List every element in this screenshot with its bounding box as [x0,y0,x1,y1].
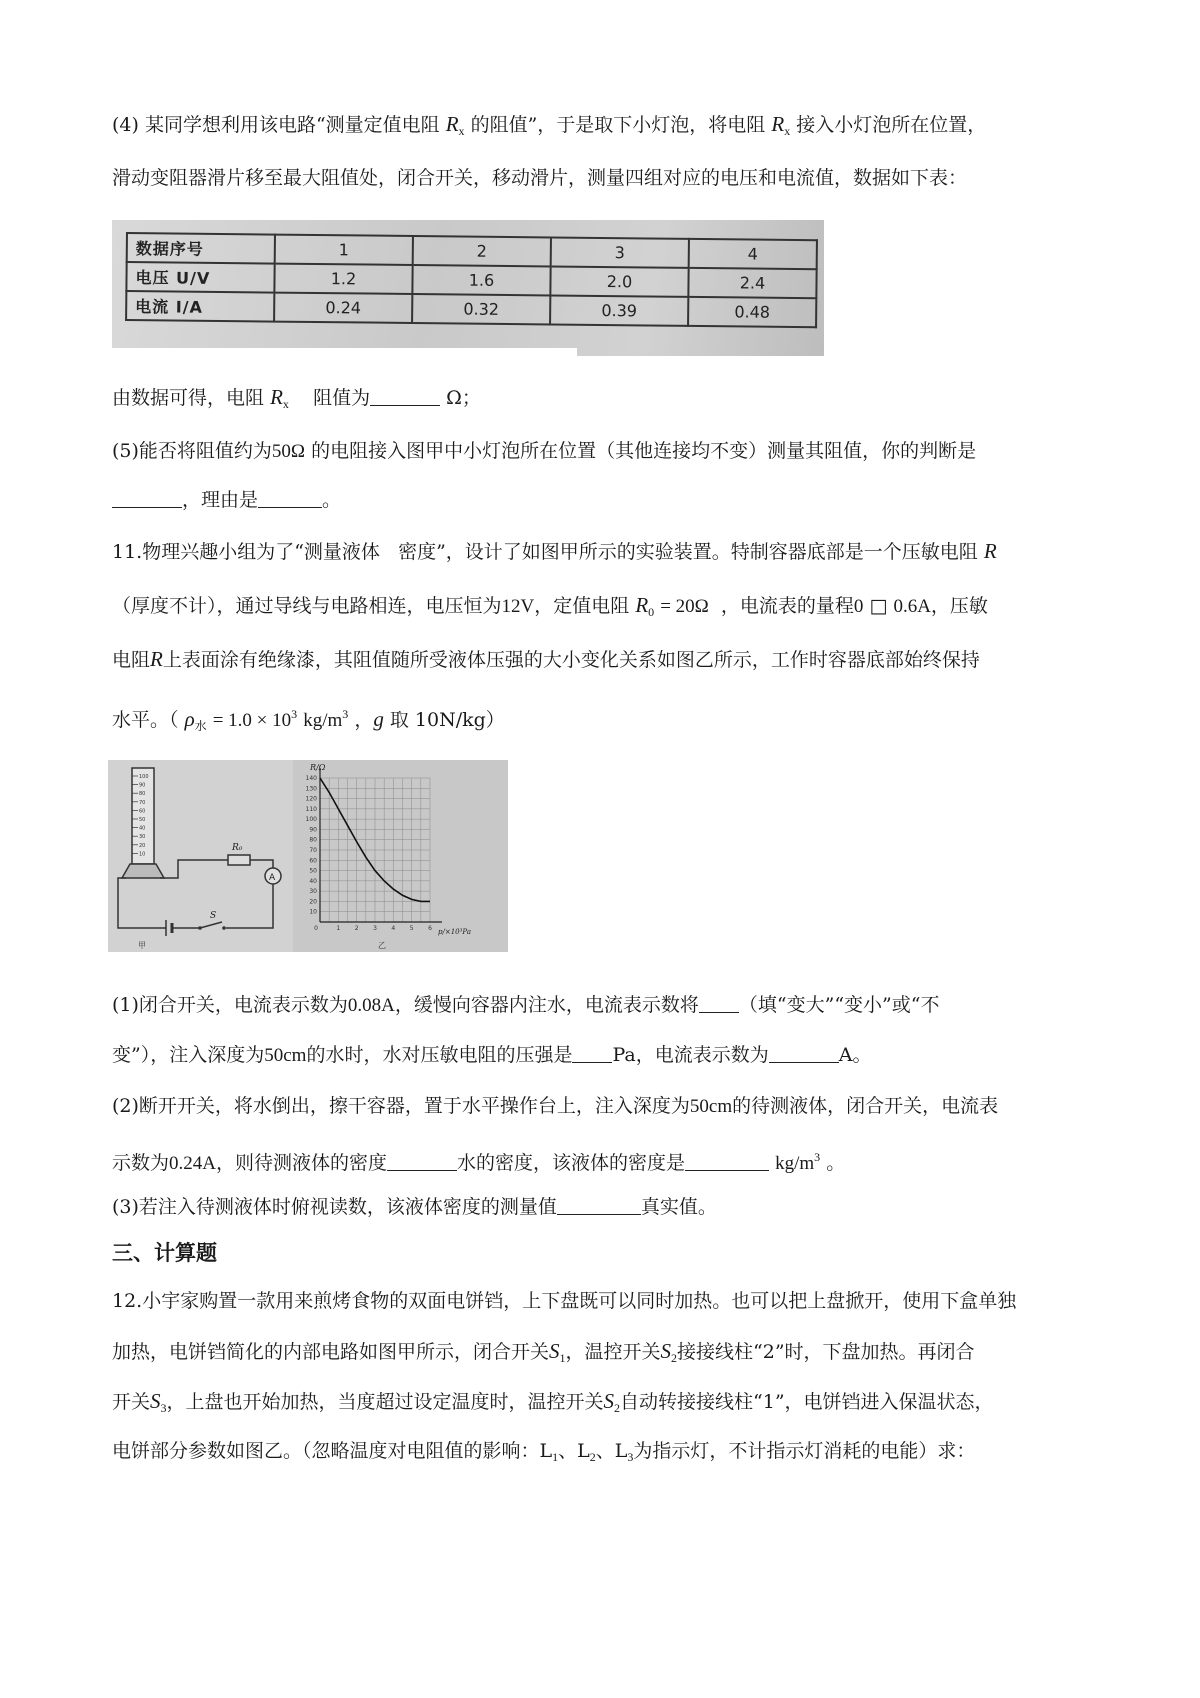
data-table-photo [112,220,824,356]
scale-tick-label: 100 [139,774,149,780]
q11-sub2-line2: 示数为0.24A，则待测液体的密度 水的密度，该液体的密度是 $kg/m^3$ 。 [112,1150,846,1174]
answer-blank[interactable] [685,1152,769,1171]
y-tick-label: 70 [309,847,317,854]
scale-tick-label: 50 [139,817,146,823]
answer-blank[interactable] [572,1044,612,1063]
q10-result-line: 由数据可得，电阻 $R_x$ 阻值为 Ω； [112,385,481,411]
answer-blank[interactable] [557,1196,641,1215]
y-tick-label: 80 [309,836,317,844]
y-tick-label: 60 [309,857,317,865]
ammeter-label: A [269,873,276,883]
photo-torn-edge [112,348,577,356]
y-tick-label: 120 [305,795,317,803]
y-tick-label: 110 [305,805,317,813]
answer-blank[interactable] [112,489,182,508]
answer-blank[interactable] [699,994,739,1013]
table-row [126,291,816,327]
section-heading: 三、计算题 [112,1241,217,1265]
q12-line3: 开关$S_3$，上盘也开始加热，当度超过设定温度时，温控开关$S_2$自动转接接线柱“1”，电饼铛进入保温状态， [112,1389,994,1415]
resistor-r0-icon [228,855,250,865]
table-cell: 3 [551,237,689,267]
scale-tick-label: 80 [139,791,146,798]
circuit-and-graph-figure [108,760,508,952]
table-cell: 2.4 [688,268,816,298]
q11-line2: （厚度不计），通过导线与电路相连，电压恒为12V，定值电阻 $R_0 = 20\Omega$ ，电流表的量程0 □ 0.6A，压敏 [112,593,988,619]
y-tick-label: 130 [305,785,317,793]
x-tick-label: 0 [314,925,318,932]
x-tick-label: 3 [373,925,377,932]
y-tick-label: 140 [305,775,317,782]
y-tick-label: 90 [309,826,317,834]
y-tick-label: 30 [309,888,317,896]
scale-tick-label: 30 [139,834,146,841]
table-cell: 2.0 [550,266,688,296]
switch-label: S [210,911,217,921]
x-tick-label: 1 [336,925,341,932]
y-tick-label: 20 [309,898,317,906]
figure-label-yi: 乙 [378,941,386,950]
scale-tick-label: 90 [139,782,146,789]
table-header-index: 数据序号 [127,233,275,264]
table-header-current: 电流 I/A [126,291,274,322]
x-tick-label: 2 [354,925,359,932]
q12-line4: 电饼部分参数如图乙。（忽略温度对电阻值的影响：$L_1$、$L_2$、$L_3$为指示灯，不计指示灯消耗的电能）求： [112,1440,976,1464]
q12-line1: 12.小宇家购置一款用来煎烤食物的双面电饼铛，上下盘既可以同时加热。也可以把上盘掀开，使用下盒单独 [112,1290,1017,1312]
data-table [125,232,818,328]
q10-part5-line2: ，理由是 。 [112,488,341,512]
q10-part4-line2: 滑动变阻器滑片移至最大阻值处，闭合开关，移动滑片，测量四组对应的电压和电流值，数据如下表： [112,167,968,189]
x-axis-label: p/×10³Pa [438,928,471,936]
y-tick-label: 100 [305,816,317,824]
q10-part4-line1: (4) 某同学想利用该电路“测量定值电阻 $R_x$ 的阻值”，于是取下小灯泡，将电阻 $R_x$ 接入小灯泡所在位置， [112,112,987,138]
x-tick-label: 6 [428,925,432,932]
q11-sub1-line1: (1)闭合开关，电流表示数为0.08A，缓慢向容器内注水，电流表示数将 （填“变大”“变小”或“不 [112,994,940,1016]
q11-sub2-line1: (2)断开开关，将水倒出，擦干容器，置于水平操作台上，注入深度为50cm的待测液体，闭合开关，电流表 [112,1095,999,1117]
x-tick-label: 5 [409,925,414,932]
figure-label-jia: 甲 [138,941,146,950]
y-tick-label: 40 [309,877,317,885]
table-cell: 0.24 [274,293,412,323]
scale-tick-label: 10 [139,851,146,858]
q12-line2: 加热，电饼铛简化的内部电路如图甲所示，闭合开关$S_1$，温控开关$S_2$接接线柱“2”时，下盘加热。再闭合 [112,1339,975,1365]
q10-part5-line1: (5)能否将阻值约为50Ω 的电阻接入图甲中小灯泡所在位置（其他连接均不变）测量其阻值，你的判断是 [112,440,977,462]
table-cell: 1.6 [412,265,550,295]
y-axis-label: R/Ω [310,763,326,772]
y-tick-label: 50 [309,867,317,875]
answer-blank[interactable] [387,1152,457,1171]
x-tick-label: 4 [391,925,396,932]
answer-blank[interactable] [370,387,440,406]
scale-tick-label: 70 [139,799,146,806]
scale-tick-label: 20 [139,842,146,849]
table-cell: 0.32 [412,294,550,324]
figure-svg [108,760,508,952]
q11-sub3-line: (3)若注入待测液体时俯视读数，该液体密度的测量值 真实值。 [112,1196,717,1218]
table-cell: 2 [413,236,551,266]
table-cell: 1 [275,235,413,265]
q11-sub1-line2: 变”），注入深度为50cm的水时，水对压敏电阻的压强是 Pa，电流表示数为 A。 [112,1044,872,1066]
scale-tick-label: 60 [139,808,146,815]
y-tick-label: 10 [309,908,317,916]
pressure-sensor-base [122,864,164,878]
q11-line1: 11.物理兴趣小组为了“测量液体 密度”，设计了如图甲所示的实验装置。特制容器底部是一个压敏电阻 R [112,539,997,563]
resistor-label: R₀ [232,843,243,853]
table-cell: 0.39 [550,295,688,325]
table-cell: 4 [689,239,817,269]
table-header-voltage: 电压 U/V [126,262,274,293]
answer-blank[interactable] [769,1044,839,1063]
missing-glyph: □ [869,595,888,617]
q11-line4: 水平。（ $\rho_水 = 1.0 \times 10^3$ $kg/m^3$ ，g 取 10N/kg） [112,707,505,733]
answer-blank[interactable] [258,489,322,508]
table-cell: 0.48 [688,297,816,327]
scale-tick-label: 40 [139,825,146,832]
table-cell: 1.2 [274,264,412,294]
q11-line3: 电阻R上表面涂有绝缘漆，其阻值随所受液体压强的大小变化关系如图乙所示，工作时容器底部始终保持 [112,647,980,671]
